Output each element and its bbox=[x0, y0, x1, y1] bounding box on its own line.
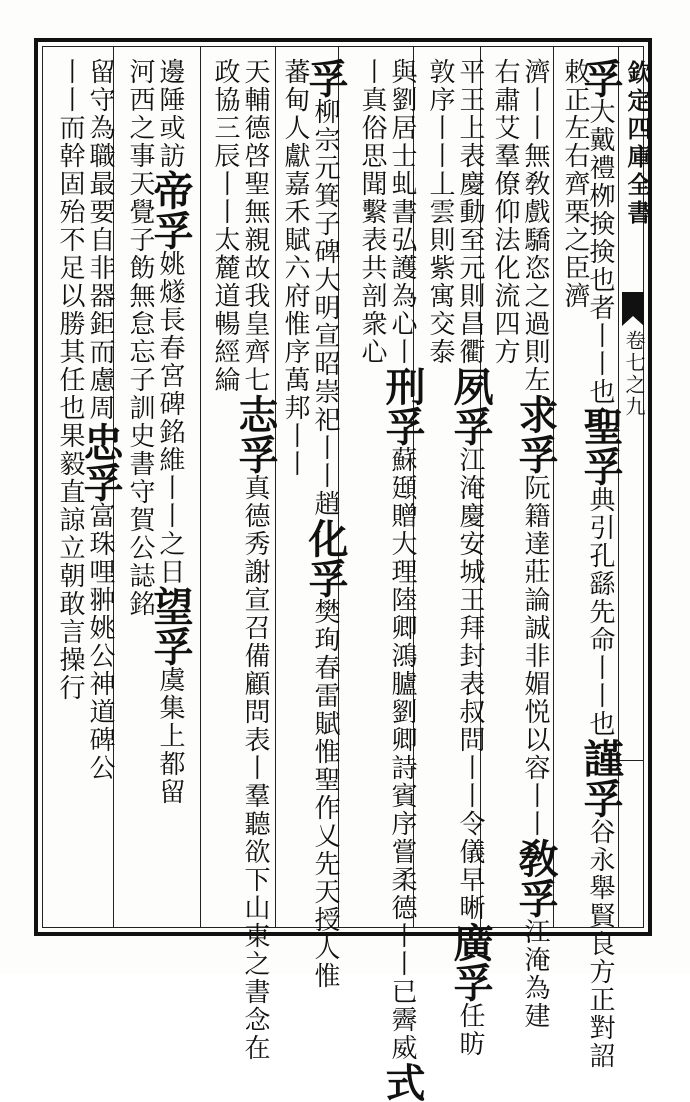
entry-headword: 望孚 bbox=[147, 586, 194, 666]
text-column bbox=[50, 58, 90, 918]
entry-text: 江淹慶安城王拜封表叔問丨丨令儀早晰 bbox=[455, 446, 485, 922]
entry-headword: 化孚 bbox=[302, 518, 349, 598]
entry-text: 敦序丨丨丄雲則紫寓交泰 bbox=[425, 58, 455, 366]
entry-text: 任昉 bbox=[455, 1002, 485, 1058]
column-rule bbox=[200, 46, 201, 928]
entry-text: 柳宗元箕子碑大明宣昭崇祀丨丨趙 bbox=[310, 98, 340, 518]
entry-headword: 孚 bbox=[302, 58, 349, 98]
entry-headword: 求孚 bbox=[512, 394, 559, 474]
entry-text: 江淹為建 bbox=[520, 918, 550, 1030]
entry-text: 大戴禮栁𢮦𢮦也者丨丨也 bbox=[585, 98, 615, 406]
text-column bbox=[120, 58, 160, 918]
entry-text: 守賀公誌銘 bbox=[125, 478, 155, 618]
entry-text: 河西之事 bbox=[125, 58, 155, 170]
entry-text: 富珠哩翀姚公神道碑公 bbox=[85, 502, 115, 782]
entry-text: 右肅艾羣僚仰法化流四方 bbox=[490, 58, 520, 366]
entry-text: 樊珣春雷賦惟聖作乂先天授人惟 bbox=[310, 598, 340, 990]
entry-headword: 刑孚 bbox=[379, 366, 426, 446]
fishtail-mark-icon bbox=[622, 292, 644, 326]
text-column bbox=[555, 58, 595, 918]
entry-headword: 志孚 bbox=[232, 394, 279, 474]
entry-text: 果毅直諒立朝敢言操行 bbox=[55, 422, 85, 702]
entry-headword: 廣孚 bbox=[447, 922, 494, 1002]
entry-text: 與劉居士虬書弘護為心丨 bbox=[387, 58, 417, 366]
entry-text: 虞集上都留 bbox=[155, 666, 185, 806]
entry-headword: 夙孚 bbox=[447, 366, 494, 446]
entry-text: 平王上表慶動至元則昌衢 bbox=[455, 58, 485, 366]
entry-headword: 聖孚 bbox=[577, 406, 624, 486]
text-column bbox=[275, 58, 315, 918]
entry-text: 敕正左右齊栗之臣濟 bbox=[560, 58, 590, 310]
entry-text: 真德秀謝宣召備顧問表丨羣聽欲下山東之書念在 bbox=[240, 474, 270, 1062]
entry-text: 典引孔繇先命丨丨也 bbox=[585, 486, 615, 738]
entry-text: 蘇頲贈大理陸卿鴻臚劉卿詩賓序嘗柔德丨丨已霽威 bbox=[387, 446, 417, 1062]
entry-headword: 謹孚 bbox=[577, 738, 624, 818]
entry-text: 天覺子飭無怠忘子訓史書 bbox=[125, 170, 155, 478]
entry-headword: 帝孚 bbox=[147, 170, 194, 250]
text-column bbox=[352, 58, 392, 918]
entry-text: 日 bbox=[155, 558, 185, 586]
entry-headword: 敎孚 bbox=[512, 838, 559, 918]
entry-text: 姚燧長春宮碑銘維丨丨之 bbox=[155, 250, 185, 558]
entry-text: 濟丨丨無敎戲驕恣之過則左 bbox=[520, 58, 550, 394]
entry-text: 丨丨而幹固殆不足以勝其任也 bbox=[55, 58, 85, 422]
text-column bbox=[485, 58, 525, 918]
entry-text: 蕃甸人獻嘉禾賦六府惟序萬邦丨丨 bbox=[280, 58, 310, 478]
text-column bbox=[205, 58, 245, 918]
entry-text: 邊陲或訪 bbox=[155, 58, 185, 170]
entry-text: 政協三辰丨丨太麓道暢經綸 bbox=[210, 58, 240, 394]
entry-headword: 孚 bbox=[577, 58, 624, 98]
entry-text: 留守為職最要自非器鉅而慮周 bbox=[85, 58, 115, 422]
entry-headword: 忠孚 bbox=[77, 422, 124, 502]
volume-label: 卷七之九 bbox=[622, 330, 646, 418]
entry-headword: 式 bbox=[379, 1062, 426, 1102]
entry-text: 丨真俗思聞繫表共剖衆心 bbox=[357, 58, 387, 366]
book-title: 欽定四庫全書 bbox=[623, 60, 652, 228]
entry-text: 谷永舉賢良方正對詔 bbox=[585, 818, 615, 1070]
entry-text: 阮籍達莊論誠非媚悦以容丨丨 bbox=[520, 474, 550, 838]
text-column bbox=[420, 58, 460, 918]
entry-text: 天輔德啓聖無親故我皇齊七 bbox=[240, 58, 270, 394]
